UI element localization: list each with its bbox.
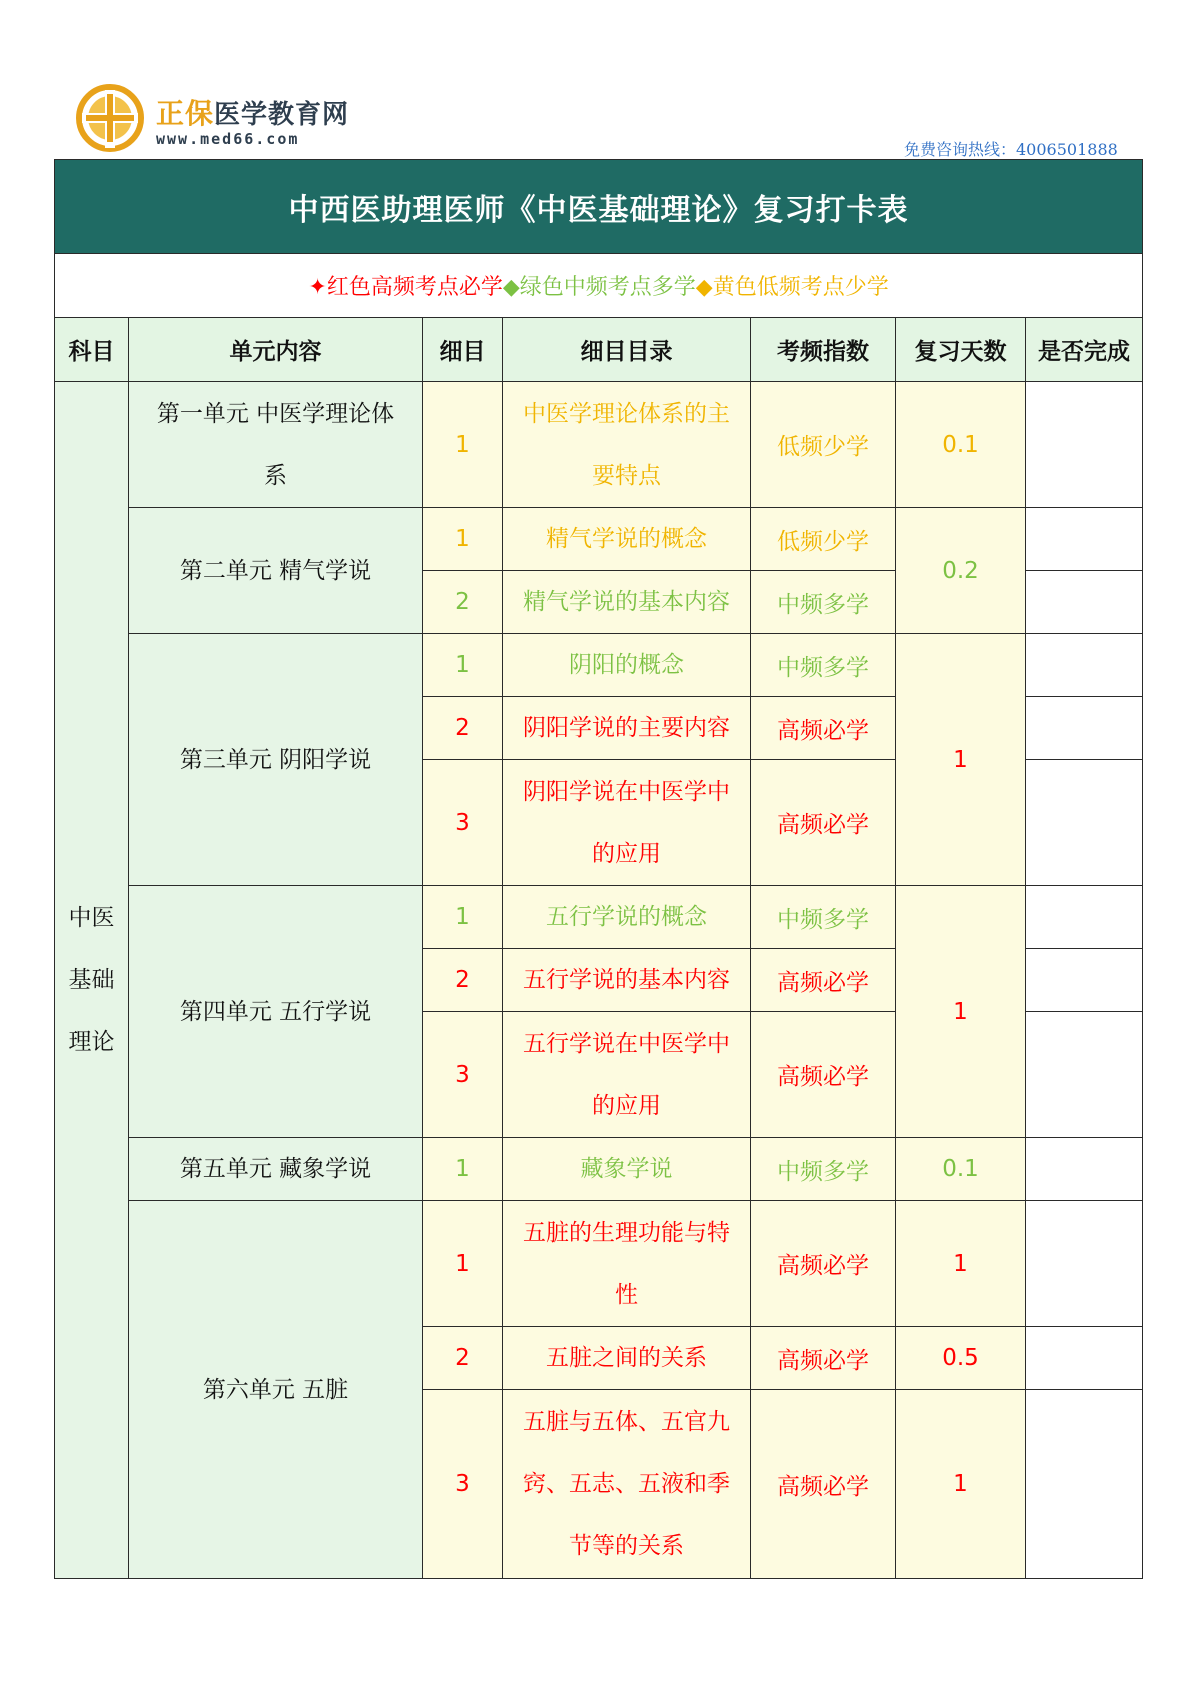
item-line: 五行学说的概念	[546, 904, 707, 930]
table-row	[55, 1201, 1143, 1327]
column-header-days: 复习天数	[896, 318, 1026, 382]
item-number: 3	[423, 760, 503, 886]
frequency-label: 低频少学	[751, 382, 896, 508]
completion-cell[interactable]	[1026, 697, 1143, 760]
review-days: 0.2	[896, 508, 1026, 634]
frequency-legend	[55, 254, 1143, 318]
item-line: 阴阳学说的主要内容	[523, 715, 730, 741]
review-days: 0.1	[896, 1138, 1026, 1201]
table-row	[55, 1138, 1143, 1201]
item-line: 藏象学说	[580, 1156, 673, 1182]
item-title	[503, 949, 751, 1012]
column-header-item-no: 细目	[423, 318, 503, 382]
column-header-frequency: 考频指数	[751, 318, 896, 382]
item-line: 五脏与五体、五官九	[523, 1409, 730, 1435]
completion-cell[interactable]	[1026, 1201, 1143, 1327]
item-title	[503, 760, 751, 886]
item-title	[503, 1138, 751, 1201]
unit-line: 系	[264, 462, 287, 489]
legend-low-frequency: 黄色低频考点少学	[712, 275, 889, 300]
legend-green-mark: ◆	[502, 275, 520, 300]
logo-cross-icon	[76, 84, 144, 152]
page-header	[0, 0, 1190, 160]
legend-yellow-mark: ◆	[695, 275, 713, 300]
item-title	[503, 508, 751, 571]
item-number: 2	[423, 949, 503, 1012]
item-title	[503, 886, 751, 949]
unit-cell-5: 第五单元 藏象学说	[129, 1138, 423, 1201]
review-days: 1	[896, 1390, 1026, 1579]
item-title	[503, 1327, 751, 1390]
review-days: 0.5	[896, 1327, 1026, 1390]
frequency-label: 中频多学	[751, 1138, 896, 1201]
item-line: 精气学说的概念	[546, 526, 707, 552]
sheet-title: 中西医助理医师《中医基础理论》复习打卡表	[55, 160, 1143, 254]
subject-line: 理论	[68, 1029, 115, 1055]
table-row	[55, 634, 1143, 697]
completion-cell[interactable]	[1026, 949, 1143, 1012]
frequency-label: 中频多学	[751, 886, 896, 949]
item-line: 五行学说的基本内容	[523, 967, 730, 993]
completion-cell[interactable]	[1026, 508, 1143, 571]
completion-cell[interactable]	[1026, 382, 1143, 508]
frequency-label: 高频必学	[751, 1201, 896, 1327]
frequency-label: 高频必学	[751, 1012, 896, 1138]
completion-cell[interactable]	[1026, 1138, 1143, 1201]
review-checkin-table	[54, 159, 1143, 1579]
item-number: 2	[423, 571, 503, 634]
item-line: 性	[615, 1281, 638, 1308]
item-number: 1	[423, 886, 503, 949]
item-number: 1	[423, 382, 503, 508]
frequency-label: 高频必学	[751, 949, 896, 1012]
frequency-label: 高频必学	[751, 1327, 896, 1390]
item-line: 窍、五志、五液和季	[523, 1471, 730, 1497]
subject-line: 中医	[68, 905, 115, 931]
brand-name	[156, 92, 349, 132]
unit-cell-6: 第六单元 五脏	[129, 1201, 423, 1579]
brand-url[interactable]: www.med66.com	[156, 130, 300, 148]
item-title	[503, 571, 751, 634]
subject-cell	[55, 382, 129, 1579]
item-title	[503, 1201, 751, 1327]
brand-name-secondary: 医学教育网	[214, 100, 350, 130]
completion-cell[interactable]	[1026, 571, 1143, 634]
item-line: 精气学说的基本内容	[523, 589, 730, 615]
item-number: 2	[423, 1327, 503, 1390]
brand-logo[interactable]	[76, 84, 366, 154]
review-days: 1	[896, 634, 1026, 886]
completion-cell[interactable]	[1026, 1390, 1143, 1579]
item-line: 五行学说在中医学中	[523, 1030, 730, 1057]
column-header-item: 细目目录	[503, 318, 751, 382]
item-title	[503, 697, 751, 760]
item-title	[503, 1012, 751, 1138]
review-days: 1	[896, 1201, 1026, 1327]
item-line: 的应用	[592, 840, 661, 867]
completion-cell[interactable]	[1026, 1327, 1143, 1390]
item-line: 节等的关系	[569, 1533, 684, 1559]
legend-high-frequency: 红色高频考点必学	[326, 275, 503, 300]
completion-cell[interactable]	[1026, 634, 1143, 697]
item-number: 2	[423, 697, 503, 760]
table-row	[55, 508, 1143, 571]
frequency-label: 高频必学	[751, 760, 896, 886]
frequency-label: 低频少学	[751, 508, 896, 571]
item-line: 阴阳学说在中医学中	[523, 778, 730, 805]
column-header-done: 是否完成	[1026, 318, 1143, 382]
item-title	[503, 1390, 751, 1579]
completion-cell[interactable]	[1026, 1012, 1143, 1138]
completion-cell[interactable]	[1026, 760, 1143, 886]
brand-name-primary: 正保	[156, 97, 215, 130]
item-line: 的应用	[592, 1092, 661, 1119]
frequency-label: 高频必学	[751, 697, 896, 760]
column-header-unit: 单元内容	[129, 318, 423, 382]
subject-line: 基础	[68, 967, 115, 993]
legend-mid-frequency: 绿色中频考点多学	[519, 275, 696, 300]
item-line: 中医学理论体系的主	[523, 400, 730, 427]
column-header-subject: 科目	[55, 318, 129, 382]
item-number: 3	[423, 1390, 503, 1579]
item-number: 3	[423, 1012, 503, 1138]
unit-cell-2: 第二单元 精气学说	[129, 508, 423, 634]
hotline-text: 免费咨询热线：4006501888	[904, 140, 1118, 159]
item-line: 阴阳的概念	[569, 652, 684, 678]
table-row	[55, 886, 1143, 949]
unit-cell-3: 第三单元 阴阳学说	[129, 634, 423, 886]
item-number: 1	[423, 508, 503, 571]
unit-line: 第一单元 中医学理论体	[156, 400, 395, 427]
item-line: 五脏之间的关系	[546, 1345, 707, 1371]
review-days: 1	[896, 886, 1026, 1138]
frequency-label: 中频多学	[751, 634, 896, 697]
unit-cell-1	[129, 382, 423, 508]
review-days: 0.1	[896, 382, 1026, 508]
frequency-label: 高频必学	[751, 1390, 896, 1579]
item-number: 1	[423, 1201, 503, 1327]
legend-red-mark: ✦	[308, 275, 327, 300]
table-row	[55, 382, 1143, 508]
item-number: 1	[423, 634, 503, 697]
item-number: 1	[423, 1138, 503, 1201]
unit-cell-4: 第四单元 五行学说	[129, 886, 423, 1138]
item-title	[503, 634, 751, 697]
frequency-label: 中频多学	[751, 571, 896, 634]
completion-cell[interactable]	[1026, 886, 1143, 949]
item-title	[503, 382, 751, 508]
item-line: 五脏的生理功能与特	[523, 1219, 730, 1246]
item-line: 要特点	[592, 462, 661, 489]
